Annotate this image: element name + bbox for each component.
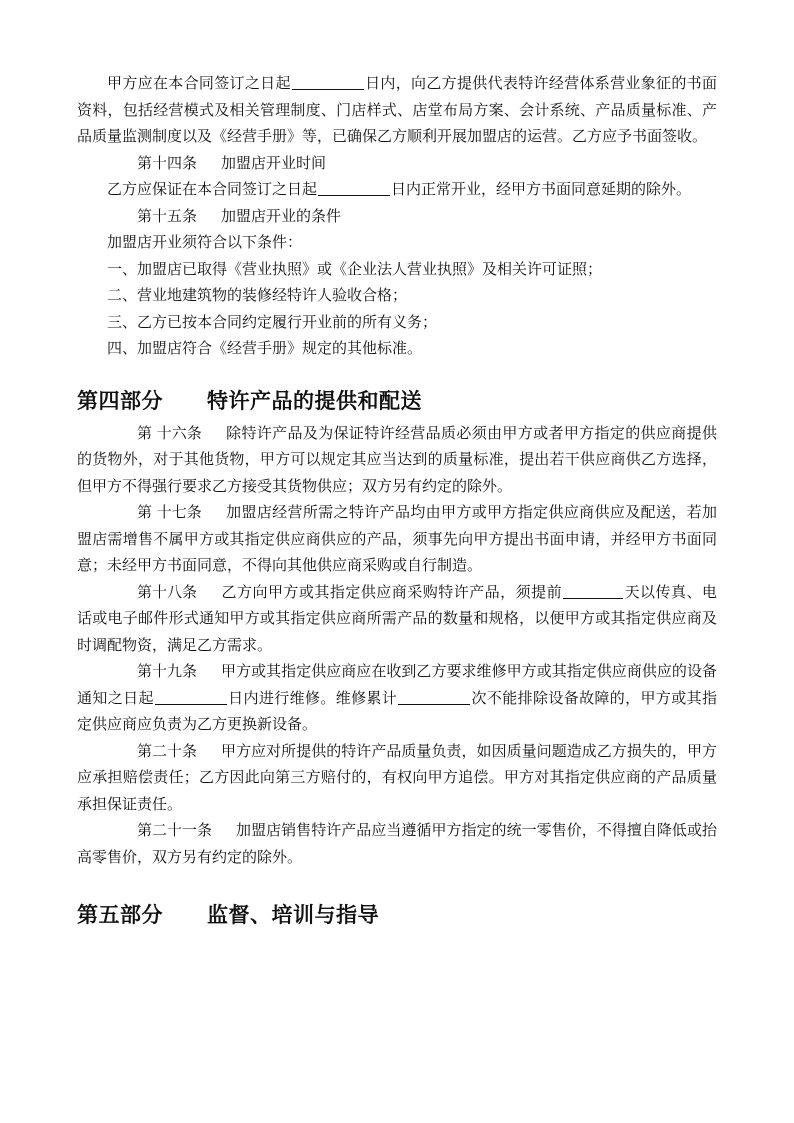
article-number: 第二十条 (137, 741, 198, 760)
article-title: 加盟店开业的条件 (221, 206, 342, 225)
article-text-b: 日内进行维修。维修累计 (227, 688, 398, 707)
article-text: 除特许产品及为保证特许经营品质必须由甲方或者甲方指定的供应商提供的货物外，对于其他货物，甲方可以规定其应当达到的质量标准，提出若干供应商供乙方选择，但甲方不得强行要求乙方接受其货物供应；双方另有约定的除外。 (77, 423, 717, 495)
article-text: 加盟店经营所需之特许产品均由甲方或甲方指定供应商供应及配送，若加盟店需增售不属甲方或其指定供应商供应的产品，须事先向甲方提出书面申请，并经甲方书面同意；未经甲方书面同意，不得向其他供应商采购或自行制造。 (77, 503, 717, 574)
article-18 (77, 579, 717, 659)
fill-blank (563, 583, 623, 599)
article-number: 第二十一条 (137, 821, 213, 839)
part-title: 监督、培训与指导 (207, 902, 379, 927)
part-5-heading (77, 900, 717, 930)
article-number: 第十四条 (137, 153, 198, 172)
article-number: 第十九条 (137, 662, 198, 680)
article-14-heading (77, 150, 717, 177)
fill-blank (292, 74, 364, 90)
article-text-a: 乙方应保证在本合同签订之日起 (107, 180, 318, 198)
article-21 (77, 817, 717, 870)
article-title: 加盟店开业时间 (221, 153, 327, 172)
article-number: 第十八条 (137, 582, 198, 601)
contract-page (77, 70, 717, 930)
article-14-body (77, 176, 717, 203)
article-number: 第 十七条 (137, 503, 202, 521)
fill-blank (318, 180, 390, 196)
article-text-b: 天以传真、电话或电子邮件形式通知甲方或其指定供应商所需产品的数量和规格，以便甲方或其指定供应商及时调配物资，满足乙方需求。 (77, 582, 717, 654)
article-19 (77, 658, 717, 738)
article-text-b: 日内正常开业，经甲方书面同意延期的除外。 (391, 180, 692, 198)
article-text-c: 次不能排除设备故障的，甲方或其指定供应商应负责为乙方更换新设备。 (77, 688, 717, 733)
condition-item: 二、营业地建筑物的装修经特许人验收合格； (107, 286, 408, 304)
article-text-a: 甲方或其指定供应商应在收到乙方要求维修甲方或其指定供应商供应的设备通知之日起 (77, 662, 717, 707)
intro-text-b: 日内，向乙方提供代表特许经营体系营业象征的书面资料，包括经营模式及相关管理制度、门店样式、店堂布局方案、会计系统、产品质量标准、产品质量监测制度以及《经营手册》等，已确保乙方顺利开展加盟店的运营。乙方应予书面签收。 (77, 74, 717, 145)
article-text: 甲方应对所提供的特许产品质量负责，如因质量问题造成乙方损失的，甲方应承担赔偿责任；乙方因此向第三方赔付的，有权向甲方追偿。甲方对其指定供应商的产品质量承担保证责任。 (77, 741, 717, 813)
fill-blank (155, 689, 227, 705)
article-text-a: 乙方向甲方或其指定供应商采购特许产品，须提前 (221, 582, 563, 601)
condition-item: 三、乙方已按本合同约定履行开业前的所有义务； (107, 312, 438, 331)
article-16 (77, 420, 717, 500)
article-17 (77, 499, 717, 579)
article-number: 第 十六条 (137, 423, 202, 442)
article-number: 第十五条 (137, 206, 198, 225)
fill-blank (398, 689, 470, 705)
spacer (77, 362, 717, 386)
part-title: 特许产品的提供和配送 (207, 387, 422, 413)
part-4-heading (77, 386, 717, 416)
article-15-lead: 加盟店开业须符合以下条件： (107, 233, 303, 251)
part-number: 第五部分 (77, 902, 163, 927)
spacer (77, 870, 717, 900)
article-15-heading (77, 203, 717, 230)
article-20 (77, 738, 717, 818)
article-text: 加盟店销售特许产品应当遵循甲方指定的统一零售价，不得擅自降低或抬高零售价，双方另有约定的除外。 (77, 821, 717, 866)
part-number: 第四部分 (77, 387, 163, 413)
condition-item: 一、加盟店已取得《营业执照》或《企业法人营业执照》及相关许可证照； (107, 259, 603, 278)
intro-paragraph (77, 70, 717, 150)
condition-item: 四、加盟店符合《经营手册》规定的其他标准。 (107, 339, 423, 357)
intro-text-a: 甲方应在本合同签订之日起 (107, 74, 291, 92)
